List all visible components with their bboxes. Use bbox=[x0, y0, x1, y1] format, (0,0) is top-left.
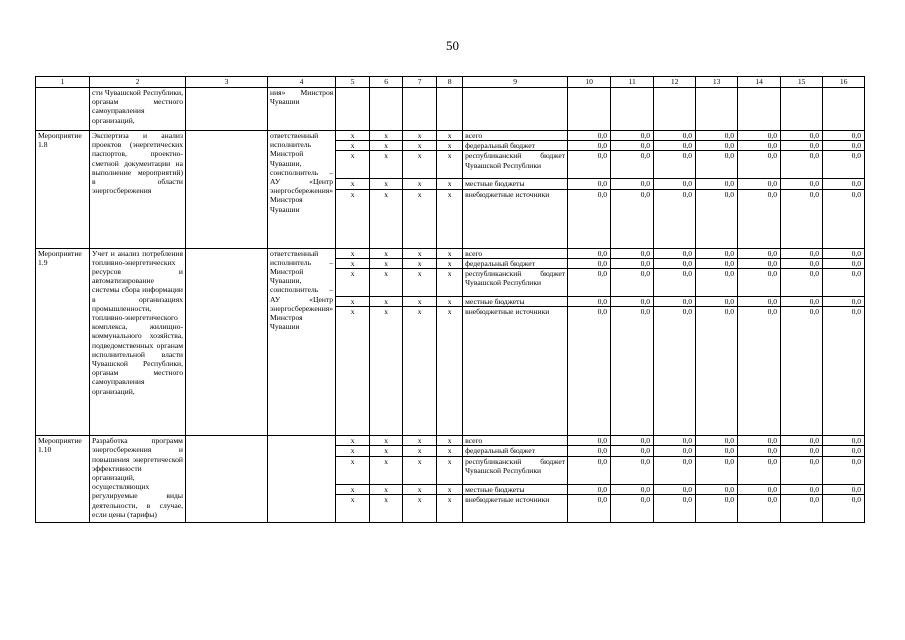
amount-value: 0,0 bbox=[738, 494, 781, 522]
x-mark: х bbox=[370, 131, 403, 141]
amount-value: 0,0 bbox=[823, 307, 865, 436]
header-cell: 11 bbox=[611, 77, 654, 88]
funding-source: внебюджетные источники bbox=[463, 307, 568, 436]
x-mark: х bbox=[370, 269, 403, 297]
x-mark: х bbox=[336, 456, 370, 484]
cell bbox=[823, 88, 865, 131]
amount-value: 0,0 bbox=[823, 446, 865, 456]
measure-executor: ответственный исполнитель – Минстрой Чувашии, соисполнитель – АУ «Центр энергосбережения» Минстроя Чувашии bbox=[268, 248, 336, 436]
amount-value: 0,0 bbox=[696, 141, 738, 151]
measure-id: Мероприятие 1.9 bbox=[36, 248, 90, 436]
amount-value: 0,0 bbox=[781, 189, 823, 248]
funding-source: республиканский бюджет Чувашской Республики bbox=[463, 151, 568, 179]
amount-value: 0,0 bbox=[611, 484, 654, 494]
funding-source: республиканский бюджет Чувашской Республики bbox=[463, 456, 568, 484]
amount-value: 0,0 bbox=[696, 436, 738, 446]
amount-value: 0,0 bbox=[611, 269, 654, 297]
funding-source: всего bbox=[463, 436, 568, 446]
amount-value: 0,0 bbox=[568, 131, 611, 141]
amount-value: 0,0 bbox=[738, 456, 781, 484]
amount-value: 0,0 bbox=[568, 258, 611, 268]
cell bbox=[370, 88, 403, 131]
x-mark: х bbox=[336, 248, 370, 258]
x-mark: х bbox=[437, 189, 463, 248]
x-mark: х bbox=[437, 131, 463, 141]
measure-executor: ответственный исполнитель Минстрой Чувашии, соисполнитель – АУ «Центр энергосбережения» Минстроя Чувашии bbox=[268, 131, 336, 249]
amount-value: 0,0 bbox=[611, 258, 654, 268]
header-cell: 2 bbox=[90, 77, 186, 88]
header-cell: 14 bbox=[738, 77, 781, 88]
x-mark: х bbox=[336, 131, 370, 141]
funding-source: местные бюджеты bbox=[463, 297, 568, 307]
amount-value: 0,0 bbox=[611, 151, 654, 179]
amount-value: 0,0 bbox=[696, 151, 738, 179]
x-mark: х bbox=[336, 179, 370, 189]
header-cell: 1 bbox=[36, 77, 90, 88]
amount-value: 0,0 bbox=[568, 189, 611, 248]
cell bbox=[403, 88, 437, 131]
x-mark: х bbox=[437, 456, 463, 484]
amount-value: 0,0 bbox=[568, 456, 611, 484]
x-mark: х bbox=[403, 307, 437, 436]
amount-value: 0,0 bbox=[781, 141, 823, 151]
amount-value: 0,0 bbox=[738, 269, 781, 297]
amount-value: 0,0 bbox=[654, 269, 696, 297]
funding-source: внебюджетные источники bbox=[463, 189, 568, 248]
amount-value: 0,0 bbox=[738, 189, 781, 248]
cell bbox=[186, 88, 268, 131]
x-mark: х bbox=[437, 494, 463, 522]
header-cell: 3 bbox=[186, 77, 268, 88]
cell bbox=[36, 88, 90, 131]
amount-value: 0,0 bbox=[781, 484, 823, 494]
x-mark: х bbox=[370, 446, 403, 456]
amount-value: 0,0 bbox=[654, 436, 696, 446]
x-mark: х bbox=[370, 436, 403, 446]
funding-source: федеральный бюджет bbox=[463, 141, 568, 151]
amount-value: 0,0 bbox=[611, 248, 654, 258]
x-mark: х bbox=[403, 248, 437, 258]
amount-value: 0,0 bbox=[823, 494, 865, 522]
x-mark: х bbox=[336, 269, 370, 297]
amount-value: 0,0 bbox=[568, 269, 611, 297]
x-mark: х bbox=[403, 494, 437, 522]
amount-value: 0,0 bbox=[738, 151, 781, 179]
x-mark: х bbox=[403, 151, 437, 179]
amount-value: 0,0 bbox=[738, 446, 781, 456]
amount-value: 0,0 bbox=[738, 141, 781, 151]
cell bbox=[437, 88, 463, 131]
x-mark: х bbox=[336, 436, 370, 446]
amount-value: 0,0 bbox=[611, 189, 654, 248]
amount-value: 0,0 bbox=[738, 436, 781, 446]
amount-value: 0,0 bbox=[823, 141, 865, 151]
x-mark: х bbox=[370, 141, 403, 151]
header-cell: 16 bbox=[823, 77, 865, 88]
amount-value: 0,0 bbox=[611, 446, 654, 456]
amount-value: 0,0 bbox=[738, 258, 781, 268]
x-mark: х bbox=[403, 456, 437, 484]
cell bbox=[738, 88, 781, 131]
header-row bbox=[36, 77, 865, 88]
cell bbox=[654, 88, 696, 131]
amount-value: 0,0 bbox=[696, 484, 738, 494]
continuation-text: сти Чувашской Республики, органам местного самоуправления организаций, bbox=[90, 88, 186, 131]
x-mark: х bbox=[403, 297, 437, 307]
amount-value: 0,0 bbox=[696, 307, 738, 436]
x-mark: х bbox=[336, 307, 370, 436]
amount-value: 0,0 bbox=[611, 141, 654, 151]
x-mark: х bbox=[403, 131, 437, 141]
amount-value: 0,0 bbox=[568, 179, 611, 189]
source-row bbox=[36, 436, 865, 446]
program-table bbox=[35, 76, 865, 523]
amount-value: 0,0 bbox=[654, 258, 696, 268]
amount-value: 0,0 bbox=[654, 151, 696, 179]
x-mark: х bbox=[370, 484, 403, 494]
amount-value: 0,0 bbox=[611, 456, 654, 484]
funding-source: федеральный бюджет bbox=[463, 258, 568, 268]
amount-value: 0,0 bbox=[611, 436, 654, 446]
x-mark: х bbox=[437, 446, 463, 456]
amount-value: 0,0 bbox=[568, 494, 611, 522]
amount-value: 0,0 bbox=[568, 484, 611, 494]
funding-source: федеральный бюджет bbox=[463, 446, 568, 456]
cell bbox=[696, 88, 738, 131]
header-cell: 9 bbox=[463, 77, 568, 88]
x-mark: х bbox=[336, 189, 370, 248]
amount-value: 0,0 bbox=[781, 307, 823, 436]
cell bbox=[186, 248, 268, 436]
x-mark: х bbox=[437, 297, 463, 307]
amount-value: 0,0 bbox=[611, 307, 654, 436]
x-mark: х bbox=[403, 179, 437, 189]
amount-value: 0,0 bbox=[823, 269, 865, 297]
x-mark: х bbox=[370, 151, 403, 179]
x-mark: х bbox=[336, 151, 370, 179]
header-cell: 13 bbox=[696, 77, 738, 88]
measure-description: Экспертиза и анализ проектов (энергетических паспортов, проектно-сметной документации на выполнение мероприятий) в области энергосбережения bbox=[90, 131, 186, 249]
amount-value: 0,0 bbox=[781, 269, 823, 297]
amount-value: 0,0 bbox=[696, 297, 738, 307]
x-mark: х bbox=[403, 436, 437, 446]
amount-value: 0,0 bbox=[696, 179, 738, 189]
amount-value: 0,0 bbox=[696, 131, 738, 141]
header-cell: 6 bbox=[370, 77, 403, 88]
x-mark: х bbox=[403, 446, 437, 456]
continuation-executor: ния» Минстроя Чувашии bbox=[268, 88, 336, 131]
amount-value: 0,0 bbox=[568, 151, 611, 179]
amount-value: 0,0 bbox=[568, 446, 611, 456]
x-mark: х bbox=[336, 446, 370, 456]
header-cell: 5 bbox=[336, 77, 370, 88]
amount-value: 0,0 bbox=[611, 494, 654, 522]
cell bbox=[568, 88, 611, 131]
x-mark: х bbox=[370, 258, 403, 268]
amount-value: 0,0 bbox=[568, 307, 611, 436]
x-mark: х bbox=[370, 297, 403, 307]
amount-value: 0,0 bbox=[823, 179, 865, 189]
amount-value: 0,0 bbox=[654, 297, 696, 307]
amount-value: 0,0 bbox=[781, 151, 823, 179]
header-cell: 4 bbox=[268, 77, 336, 88]
funding-source: всего bbox=[463, 131, 568, 141]
amount-value: 0,0 bbox=[696, 189, 738, 248]
amount-value: 0,0 bbox=[781, 179, 823, 189]
x-mark: х bbox=[437, 307, 463, 436]
amount-value: 0,0 bbox=[781, 258, 823, 268]
x-mark: х bbox=[437, 484, 463, 494]
x-mark: х bbox=[403, 141, 437, 151]
amount-value: 0,0 bbox=[823, 436, 865, 446]
amount-value: 0,0 bbox=[738, 307, 781, 436]
amount-value: 0,0 bbox=[611, 297, 654, 307]
amount-value: 0,0 bbox=[738, 297, 781, 307]
header-cell: 12 bbox=[654, 77, 696, 88]
amount-value: 0,0 bbox=[823, 484, 865, 494]
amount-value: 0,0 bbox=[611, 131, 654, 141]
x-mark: х bbox=[370, 456, 403, 484]
amount-value: 0,0 bbox=[654, 494, 696, 522]
amount-value: 0,0 bbox=[781, 436, 823, 446]
amount-value: 0,0 bbox=[696, 456, 738, 484]
funding-source: республиканский бюджет Чувашской Республики bbox=[463, 269, 568, 297]
amount-value: 0,0 bbox=[823, 258, 865, 268]
amount-value: 0,0 bbox=[738, 484, 781, 494]
amount-value: 0,0 bbox=[823, 297, 865, 307]
amount-value: 0,0 bbox=[781, 297, 823, 307]
cell bbox=[781, 88, 823, 131]
amount-value: 0,0 bbox=[654, 141, 696, 151]
x-mark: х bbox=[336, 484, 370, 494]
header-cell: 10 bbox=[568, 77, 611, 88]
amount-value: 0,0 bbox=[781, 131, 823, 141]
x-mark: х bbox=[370, 179, 403, 189]
x-mark: х bbox=[336, 258, 370, 268]
amount-value: 0,0 bbox=[568, 436, 611, 446]
amount-value: 0,0 bbox=[781, 248, 823, 258]
continuation-row bbox=[36, 88, 865, 131]
amount-value: 0,0 bbox=[654, 456, 696, 484]
x-mark: х bbox=[336, 297, 370, 307]
page-number: 50 bbox=[446, 38, 459, 53]
amount-value: 0,0 bbox=[654, 189, 696, 248]
x-mark: х bbox=[437, 248, 463, 258]
header-cell: 15 bbox=[781, 77, 823, 88]
amount-value: 0,0 bbox=[738, 248, 781, 258]
measure-id: Мероприятие 1.10 bbox=[36, 436, 90, 523]
amount-value: 0,0 bbox=[823, 189, 865, 248]
header-cell: 8 bbox=[437, 77, 463, 88]
amount-value: 0,0 bbox=[654, 248, 696, 258]
amount-value: 0,0 bbox=[654, 179, 696, 189]
x-mark: х bbox=[370, 307, 403, 436]
x-mark: х bbox=[336, 494, 370, 522]
x-mark: х bbox=[437, 141, 463, 151]
source-row bbox=[36, 131, 865, 141]
funding-source: местные бюджеты bbox=[463, 484, 568, 494]
amount-value: 0,0 bbox=[781, 456, 823, 484]
amount-value: 0,0 bbox=[781, 494, 823, 522]
x-mark: х bbox=[437, 258, 463, 268]
amount-value: 0,0 bbox=[654, 307, 696, 436]
x-mark: х bbox=[403, 189, 437, 248]
cell bbox=[611, 88, 654, 131]
header-cell: 7 bbox=[403, 77, 437, 88]
amount-value: 0,0 bbox=[611, 179, 654, 189]
x-mark: х bbox=[437, 151, 463, 179]
funding-source: внебюджетные источники bbox=[463, 494, 568, 522]
amount-value: 0,0 bbox=[738, 131, 781, 141]
funding-source: всего bbox=[463, 248, 568, 258]
amount-value: 0,0 bbox=[696, 446, 738, 456]
x-mark: х bbox=[437, 436, 463, 446]
x-mark: х bbox=[403, 484, 437, 494]
funding-source: местные бюджеты bbox=[463, 179, 568, 189]
amount-value: 0,0 bbox=[654, 484, 696, 494]
x-mark: х bbox=[437, 269, 463, 297]
x-mark: х bbox=[370, 189, 403, 248]
x-mark: х bbox=[437, 179, 463, 189]
cell bbox=[186, 436, 268, 523]
measure-id: Мероприятие 1.8 bbox=[36, 131, 90, 249]
x-mark: х bbox=[370, 494, 403, 522]
amount-value: 0,0 bbox=[823, 248, 865, 258]
cell bbox=[463, 88, 568, 131]
amount-value: 0,0 bbox=[781, 446, 823, 456]
amount-value: 0,0 bbox=[568, 297, 611, 307]
amount-value: 0,0 bbox=[696, 269, 738, 297]
cell bbox=[336, 88, 370, 131]
measure-executor bbox=[268, 436, 336, 523]
x-mark: х bbox=[403, 269, 437, 297]
amount-value: 0,0 bbox=[568, 248, 611, 258]
source-row bbox=[36, 248, 865, 258]
x-mark: х bbox=[403, 258, 437, 268]
amount-value: 0,0 bbox=[823, 456, 865, 484]
x-mark: х bbox=[370, 248, 403, 258]
amount-value: 0,0 bbox=[738, 179, 781, 189]
measure-description: Разработка программ энергосбережения и повышения энергетической эффективности организаций, осуществляющих регулируемые виды деятельности, в случае, если цены (тарифы) bbox=[90, 436, 186, 523]
x-mark: х bbox=[336, 141, 370, 151]
amount-value: 0,0 bbox=[696, 248, 738, 258]
amount-value: 0,0 bbox=[654, 446, 696, 456]
amount-value: 0,0 bbox=[696, 494, 738, 522]
amount-value: 0,0 bbox=[568, 141, 611, 151]
amount-value: 0,0 bbox=[823, 151, 865, 179]
measure-description: Учет и анализ потребления топливно-энергетических ресурсов и автоматизирование системы сбора информации в организациях промышленности, топливно-энергетического комплекса, жилищно-коммунального хозяйства, подведомственных органам исполнительной власти Чувашской Республики, органам местного самоуправления организаций, bbox=[90, 248, 186, 436]
amount-value: 0,0 bbox=[696, 258, 738, 268]
amount-value: 0,0 bbox=[823, 131, 865, 141]
cell bbox=[186, 131, 268, 249]
amount-value: 0,0 bbox=[654, 131, 696, 141]
